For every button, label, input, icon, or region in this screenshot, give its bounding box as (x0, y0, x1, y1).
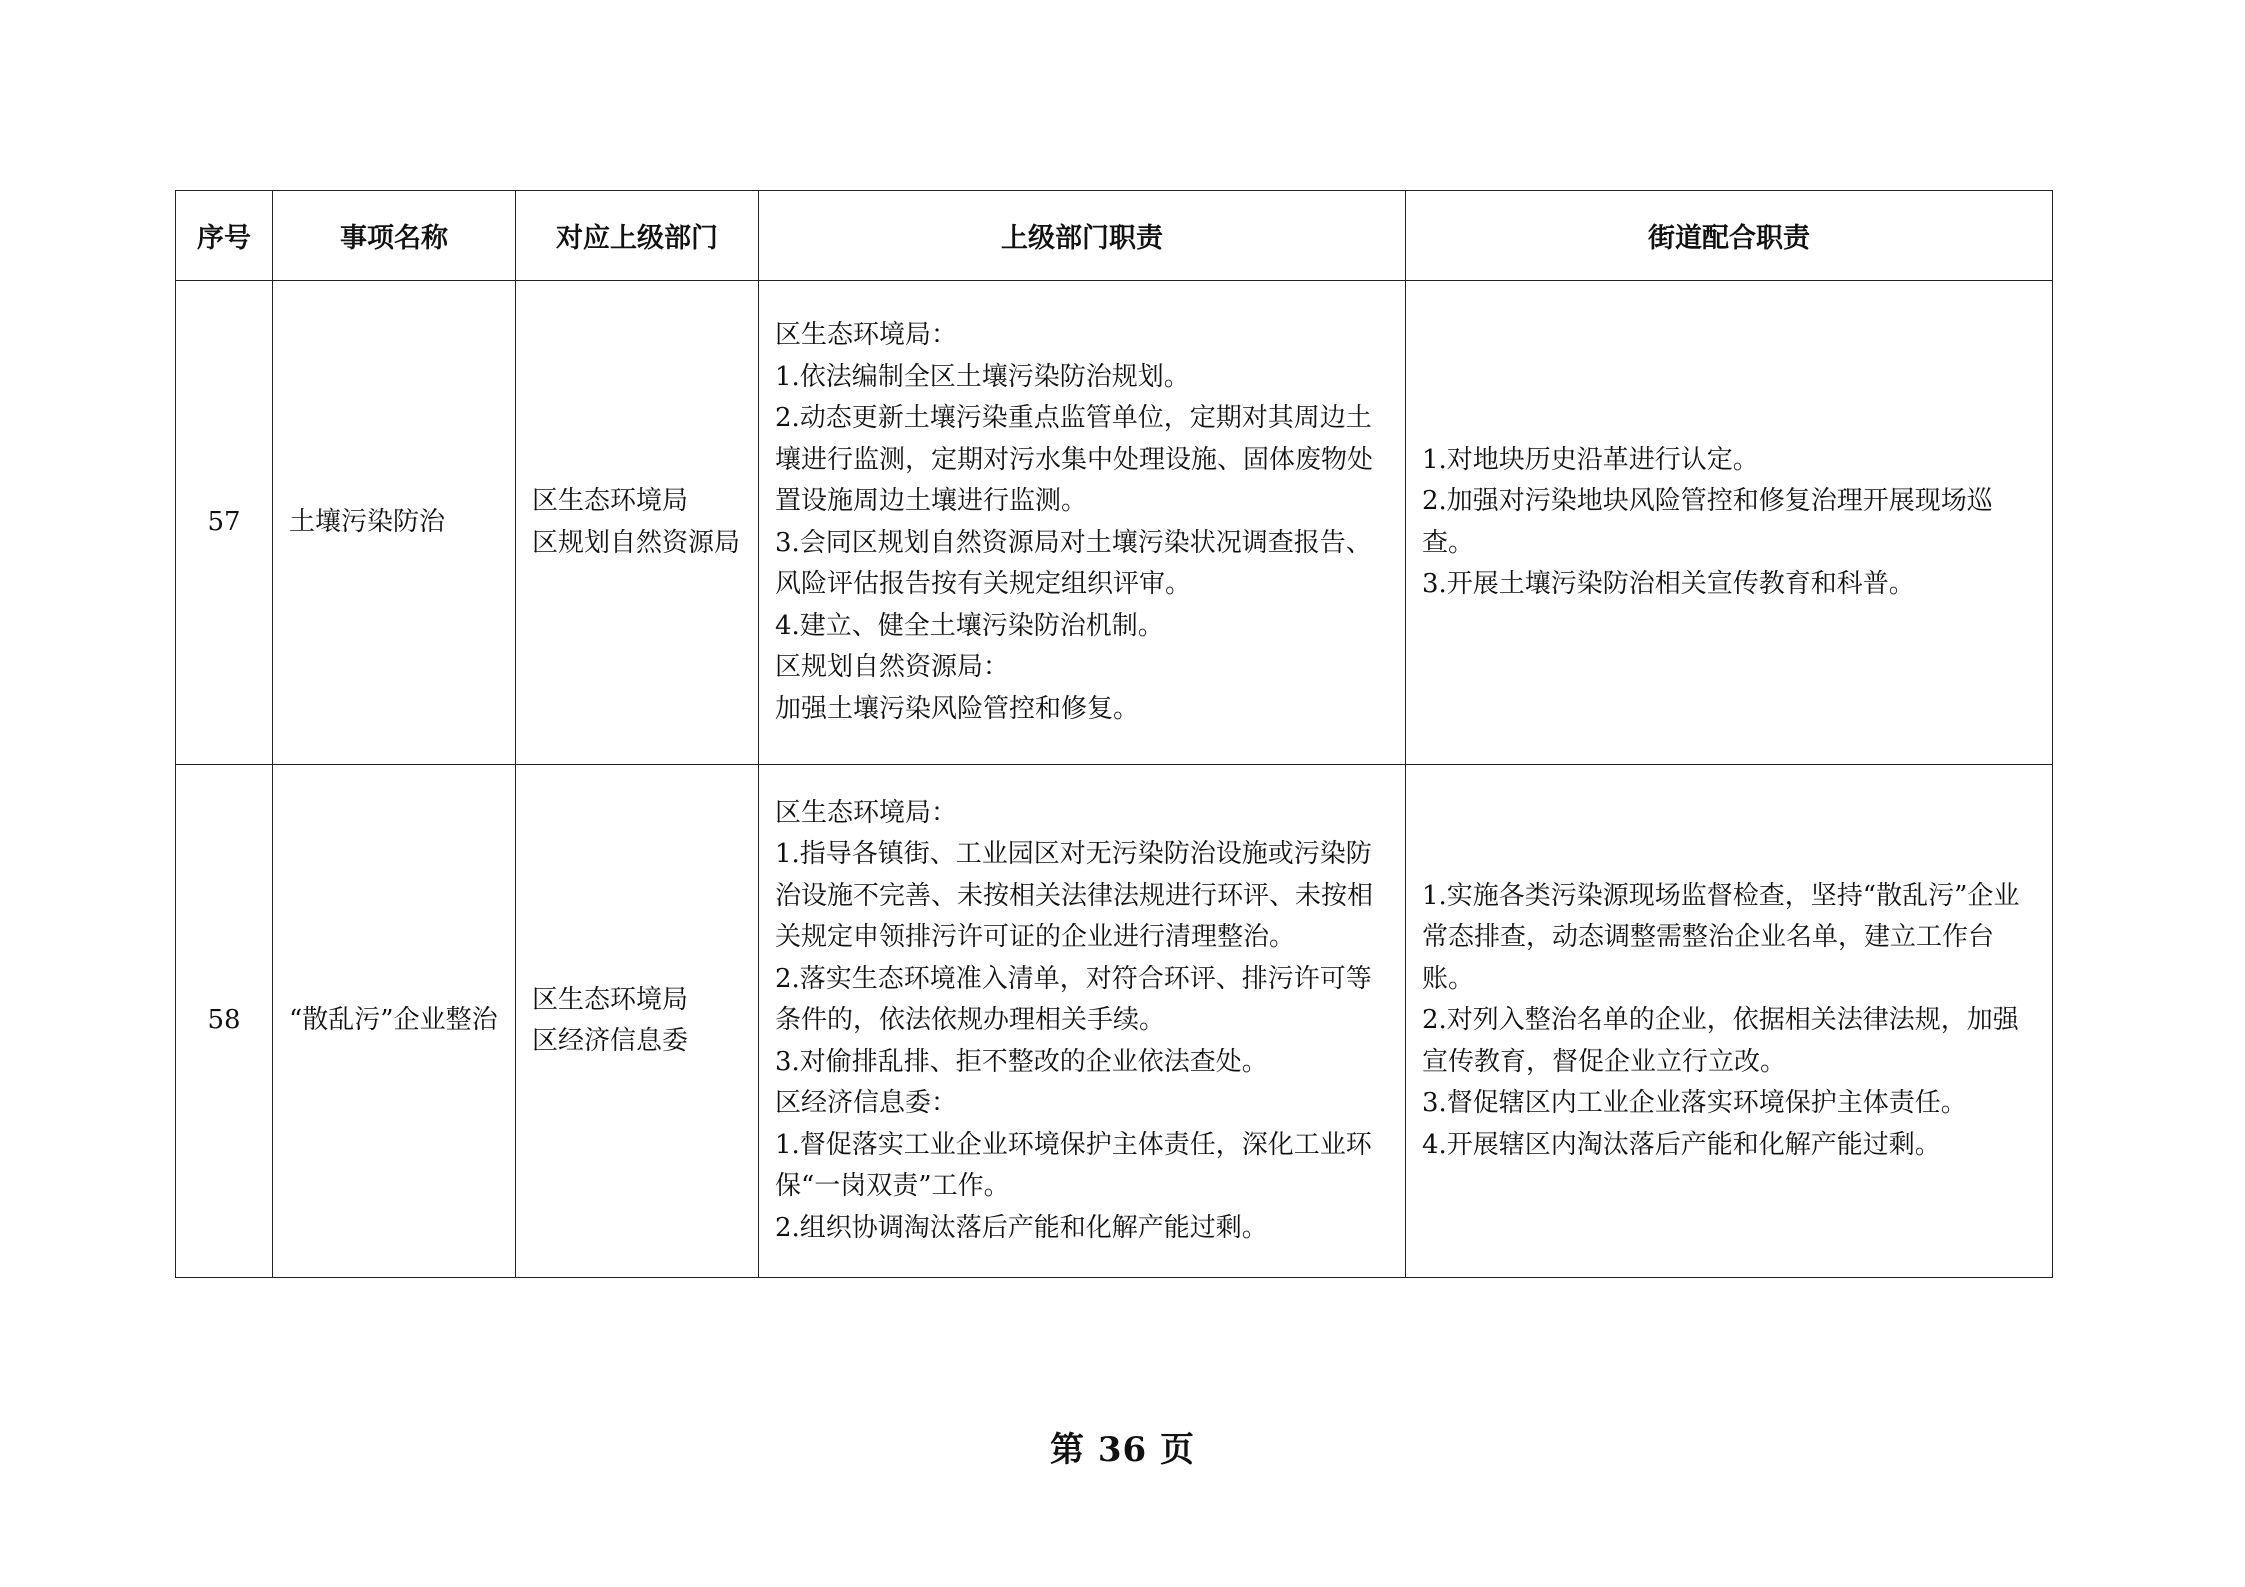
text-line: 2.加强对污染地块风险管控和修复治理开展现场巡查。 (1422, 486, 1993, 558)
cell-department-duties (759, 765, 1406, 1278)
cell-superior-department (516, 765, 759, 1278)
cell-serial-number: 57 (176, 281, 273, 765)
header-department-duties: 上级部门职责 (759, 191, 1406, 281)
text-line: 区生态环境局： (775, 320, 958, 350)
cell-superior-department (516, 281, 759, 765)
text-line: 2.组织协调淘汰落后产能和化解产能过剩。 (775, 1212, 1268, 1243)
text-line: 区生态环境局： (775, 797, 958, 828)
text-line: 区经济信息委： (775, 1088, 958, 1119)
cell-item-name (273, 765, 516, 1278)
text-line: 3.会同区规划自然资源局对土壤污染状况调查报告、风险评估报告按有关规定组织评审。 (775, 527, 1372, 599)
cell-street-cooperation-duties (1406, 281, 2053, 765)
header-street-cooperation-duties: 街道配合职责 (1406, 191, 2053, 281)
text-line: 1.指导各镇街、工业园区对无污染防治设施或污染防治设施不完善、未按相关法律法规进行环评、未按相关规定申领排污许可证的企业进行清理整治。 (775, 839, 1374, 953)
text-line: 区经济信息委 (532, 1026, 689, 1056)
cell-department-duties (759, 281, 1406, 765)
header-item-name: 事项名称 (273, 191, 516, 281)
duties-table (175, 190, 2053, 1278)
text-line: 2.动态更新土壤污染重点监管单位，定期对其周边土壤进行监测，定期对污水集中处理设施、固体废物处置设施周边土壤进行监测。 (775, 403, 1374, 516)
text-line: 区生态环境局 (532, 984, 689, 1015)
text-line: 加强土壤污染风险管控和修复。 (775, 693, 1140, 724)
text-line: 区生态环境局 (532, 486, 689, 516)
text-line: 2.对列入整治名单的企业，依据相关法律法规，加强宣传教育，督促企业立行立改。 (1422, 1005, 2019, 1077)
text-line: 土壤污染防治 (289, 506, 446, 537)
table-header-row (176, 191, 2053, 281)
text-line: 区规划自然资源局： (775, 652, 1010, 682)
text-line: 3.督促辖区内工业企业落实环境保护主体责任。 (1422, 1088, 1967, 1119)
table-row (176, 765, 2053, 1278)
text-line: 1.依法编制全区土壤污染防治规划。 (775, 361, 1190, 392)
text-line: 1.对地块历史沿革进行认定。 (1422, 444, 1759, 475)
text-line: 1.督促落实工业企业环境保护主体责任，深化工业环保“一岗双责”工作。 (775, 1129, 1372, 1202)
table-row (176, 281, 2053, 765)
text-line: “散乱污”企业整治 (289, 1005, 498, 1036)
header-superior-department: 对应上级部门 (516, 191, 759, 281)
text-line: 1.实施各类污染源现场监督检查，坚持“散乱污”企业常态排查，动态调整需整治企业名单，建立工作台账。 (1422, 880, 2020, 994)
text-line: 2.落实生态环境准入清单，对符合环评、排污许可等条件的，依法依规办理相关手续。 (775, 963, 1372, 1036)
page-number: 第 36 页 (1050, 1430, 1195, 1470)
cell-street-cooperation-duties (1406, 765, 2053, 1278)
cell-item-name (273, 281, 516, 765)
text-line: 区规划自然资源局 (532, 527, 741, 558)
text-line: 3.对偷排乱排、拒不整改的企业依法查处。 (775, 1046, 1268, 1077)
text-line: 3.开展土壤污染防治相关宣传教育和科普。 (1422, 569, 1915, 599)
text-line: 4.建立、健全土壤污染防治机制。 (775, 610, 1164, 641)
text-line: 4.开展辖区内淘汰落后产能和化解产能过剩。 (1422, 1129, 1941, 1160)
cell-serial-number: 58 (176, 765, 273, 1278)
header-serial-number: 序号 (176, 191, 273, 281)
